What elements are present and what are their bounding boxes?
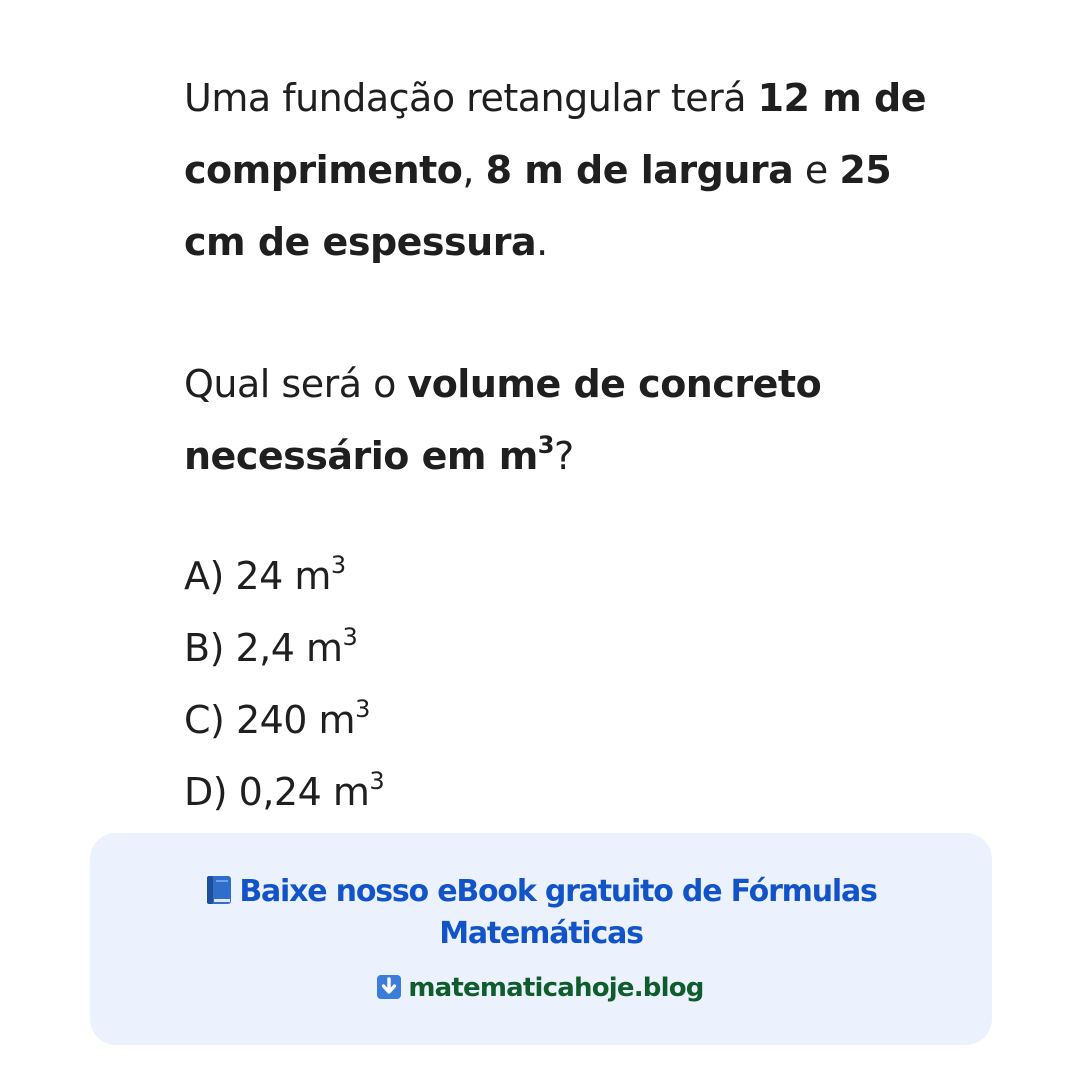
question-statement [184,62,964,278]
statement-text: . [536,220,548,264]
statement-text: Uma fundação retangular terá [184,76,758,120]
option-label: A) 24 m [184,554,331,598]
option-label: B) 2,4 m [184,626,343,670]
cubic-exponent: 3 [342,623,358,651]
ebook-banner-title-text: Baixe nosso eBook gratuito de Fórmulas Matemáticas [239,874,877,951]
cubic-exponent: 3 [537,431,554,459]
ebook-banner[interactable] [90,833,992,1045]
site-link[interactable] [0,968,1080,1008]
prompt-emphasis-text: volume de concreto necessário em m [184,362,822,478]
cubic-exponent: 3 [330,551,346,579]
thickness-value: 25 cm de espessura [184,148,892,264]
option-a[interactable] [184,540,884,612]
option-label: D) 0,24 m [184,770,370,814]
prompt-text: Qual será o [184,362,408,406]
answer-options [184,540,884,828]
option-d[interactable] [184,756,884,828]
option-c[interactable] [184,684,884,756]
question-prompt [184,348,964,492]
site-link-text: matematicahoje.blog [408,973,704,1003]
down-arrow-icon [376,972,402,998]
statement-text: e [793,148,840,192]
ebook-banner-title[interactable] [130,871,952,955]
option-label: C) 240 m [184,698,356,742]
option-b[interactable] [184,612,884,684]
cubic-exponent: 3 [369,767,385,795]
cubic-exponent: 3 [355,695,370,723]
question-text [184,62,964,492]
length-value: 12 m de comprimento [184,76,927,192]
width-value: 8 m de largura [485,148,794,192]
prompt-text: ? [554,434,574,478]
blue-book-icon [205,875,233,905]
statement-text: , [462,148,486,192]
